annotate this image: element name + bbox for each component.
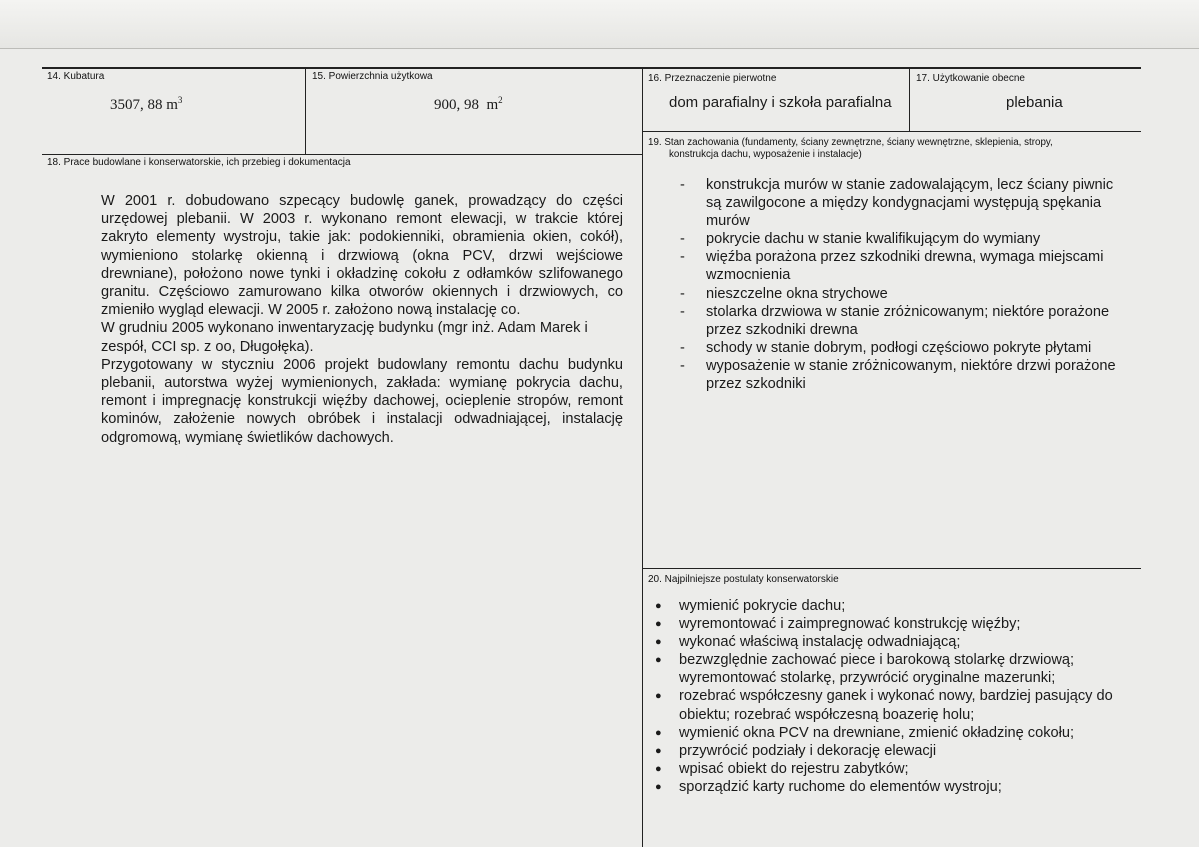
dash-icon: - [680, 231, 685, 248]
col-divider-16-17 [909, 67, 910, 131]
postulate-text: wymienić okna PCV na drewniane, zmienić okładzinę cokołu; [679, 724, 1075, 741]
postulate-text: bezwzględnie zachować piece i barokową stolarkę drzwiową; wyremontować stolarkę, przywrócić oryginalne mazerunki; [679, 652, 1075, 687]
bullet-icon: ● [655, 780, 662, 793]
postulate-text: sporządzić karty ruchome do elementów wystroju; [679, 778, 1002, 795]
area-number: 900, 98 [434, 97, 479, 113]
postulate-item [655, 633, 1141, 651]
field-16-value: dom parafialny i szkoła parafialna [669, 94, 892, 111]
field-15-value [434, 95, 503, 114]
field-20-label: 20. Najpilniejsze postulaty konserwatorskie [648, 574, 839, 585]
bullet-icon: ● [655, 654, 662, 667]
condition-item [680, 303, 1121, 339]
condition-item [680, 176, 1121, 230]
area-unit: m [486, 97, 499, 113]
postulate-text: wyremontować i zaimpregnować konstrukcję więźby; [679, 616, 1021, 633]
field-16-label: 16. Przeznaczenie pierwotne [648, 73, 777, 84]
row-divider-20 [642, 568, 1141, 569]
kubatura-unit: m [166, 97, 178, 113]
field-18-label: 18. Prace budowlane i konserwatorskie, ich przebieg i dokumentacja [47, 157, 351, 168]
page-top-margin [0, 0, 1199, 48]
bullet-icon: ● [655, 636, 662, 649]
dash-icon: - [680, 303, 685, 320]
condition-item-text: stolarka drzwiowa w stanie zróżnicowanym; niektóre porażone przez szkodniki drewna [706, 303, 1110, 338]
field-17-label: 17. Użytkowanie obecne [916, 73, 1025, 84]
condition-item-text: więźba porażona przez szkodniki drewna, wymaga miejscami wzmocnienia [706, 249, 1104, 284]
field-14-value [110, 95, 182, 114]
col-divider-main [642, 67, 643, 847]
condition-item [680, 285, 1121, 303]
postulate-text: wymienić pokrycie dachu; [679, 598, 846, 614]
bullet-icon: ● [655, 600, 662, 612]
kubatura-exponent: 3 [177, 95, 183, 105]
history-paragraph: W 2001 r. dobudowano szpecący budowlę ganek, prowadzący do części urzędowej plebanii. W 2003 r. wykonano remont elewacji, w trakcie której zakryto elementy wystroju, takie jak: podokienniki, obramienia okien, cokół), wymieniono stolarkę okienną i drzwiową (okna PCV, drzwi wejściowe drewniane), położono nowe tynki i okładzinę cokołu z odłamków szlifowanego granitu. Częściowo zamurowano kilka otworów okiennych i drzwiowych, co zmieniło wygląd elewacji. W 2005 r. założono nową instalację co. [101, 193, 623, 319]
condition-item [680, 339, 1121, 357]
bullet-icon: ● [655, 618, 662, 631]
history-paragraph: W grudniu 2005 wykonano inwentaryzację budynku (mgr inż. Adam Marek i zespół, CCI sp. z oo, Długołęka). [101, 320, 588, 355]
postulate-item [655, 687, 1141, 723]
area-exponent: 2 [498, 95, 503, 105]
kubatura-number: 3507, 88 [110, 97, 163, 113]
page-edge [0, 48, 1199, 49]
postulate-item [655, 597, 1141, 615]
dash-icon: - [680, 339, 685, 356]
condition-item [680, 357, 1121, 393]
postulate-item [655, 742, 1141, 760]
postulate-item [655, 615, 1141, 633]
condition-item-text: pokrycie dachu w stanie kwalifikującym do wymiany [706, 231, 1041, 248]
history-paragraph: Przygotowany w styczniu 2006 projekt budowlany remontu dachu budynku plebanii, autorstwa wyżej wymienionych, zakłada: wymianę pokrycia dachu, remont i impregnację konstrukcji więźby dachowej, ocieplenie stropów, remont kominów, założenie nowych obróbek i instalacji odwadniającej, instalację odgromową, wymianę świetlików dachowych. [101, 356, 623, 446]
dash-icon: - [680, 357, 685, 374]
dash-icon: - [680, 249, 685, 266]
postulate-text: rozebrać współczesny ganek i wykonać nowy, bardziej pasujący do obiektu; rozebrać współczesną boazerię holu; [679, 688, 1113, 723]
condition-item-text: nieszczelne okna strychowe [706, 285, 888, 302]
dash-icon: - [680, 285, 685, 302]
condition-item-text: wyposażenie w stanie zróżnicowanym, niektóre drzwi porażone przez szkodniki [706, 357, 1116, 393]
dash-icon: - [680, 177, 685, 193]
bullet-icon: ● [655, 744, 662, 757]
condition-item [680, 230, 1121, 248]
table-top-border [42, 67, 1141, 69]
postulate-text: wpisać obiekt do rejestru zabytków; [679, 760, 909, 777]
postulate-text: przywrócić podziały i dekorację elewacji [679, 742, 937, 759]
postulates-list [655, 597, 1141, 796]
row-divider-19 [642, 131, 1141, 132]
field-19-label-line2: konstrukcja dachu, wyposażenie i instalacje) [669, 149, 862, 160]
postulate-text: wykonać właściwą instalację odwadniającą; [679, 634, 961, 651]
field-18-text [101, 192, 623, 447]
postulate-item [655, 760, 1141, 778]
field-14-label: 14. Kubatura [47, 71, 105, 82]
field-17-value: plebania [1006, 94, 1063, 111]
postulate-item [655, 724, 1141, 742]
condition-item-text: konstrukcja murów w stanie zadowalającym, lecz ściany piwnic są zawilgocone a między kondygnacjami występują spękania murów [706, 177, 1114, 230]
condition-item-text: schody w stanie dobrym, podłogi częściowo pokryte płytami [706, 339, 1092, 356]
postulate-item [655, 778, 1141, 796]
condition-item [680, 248, 1121, 284]
field-15-label: 15. Powierzchnia użytkowa [312, 71, 433, 82]
field-19-label-line1: 19. Stan zachowania (fundamenty, ściany zewnętrzne, ściany wewnętrzne, sklepienia, stropy, [648, 137, 1053, 148]
row-divider-18 [42, 154, 642, 155]
col-divider-14-15 [305, 67, 306, 154]
postulate-item [655, 651, 1141, 687]
condition-list [680, 176, 1121, 393]
bullet-icon: ● [655, 726, 662, 739]
bullet-icon: ● [655, 762, 662, 775]
bullet-icon: ● [655, 690, 662, 703]
